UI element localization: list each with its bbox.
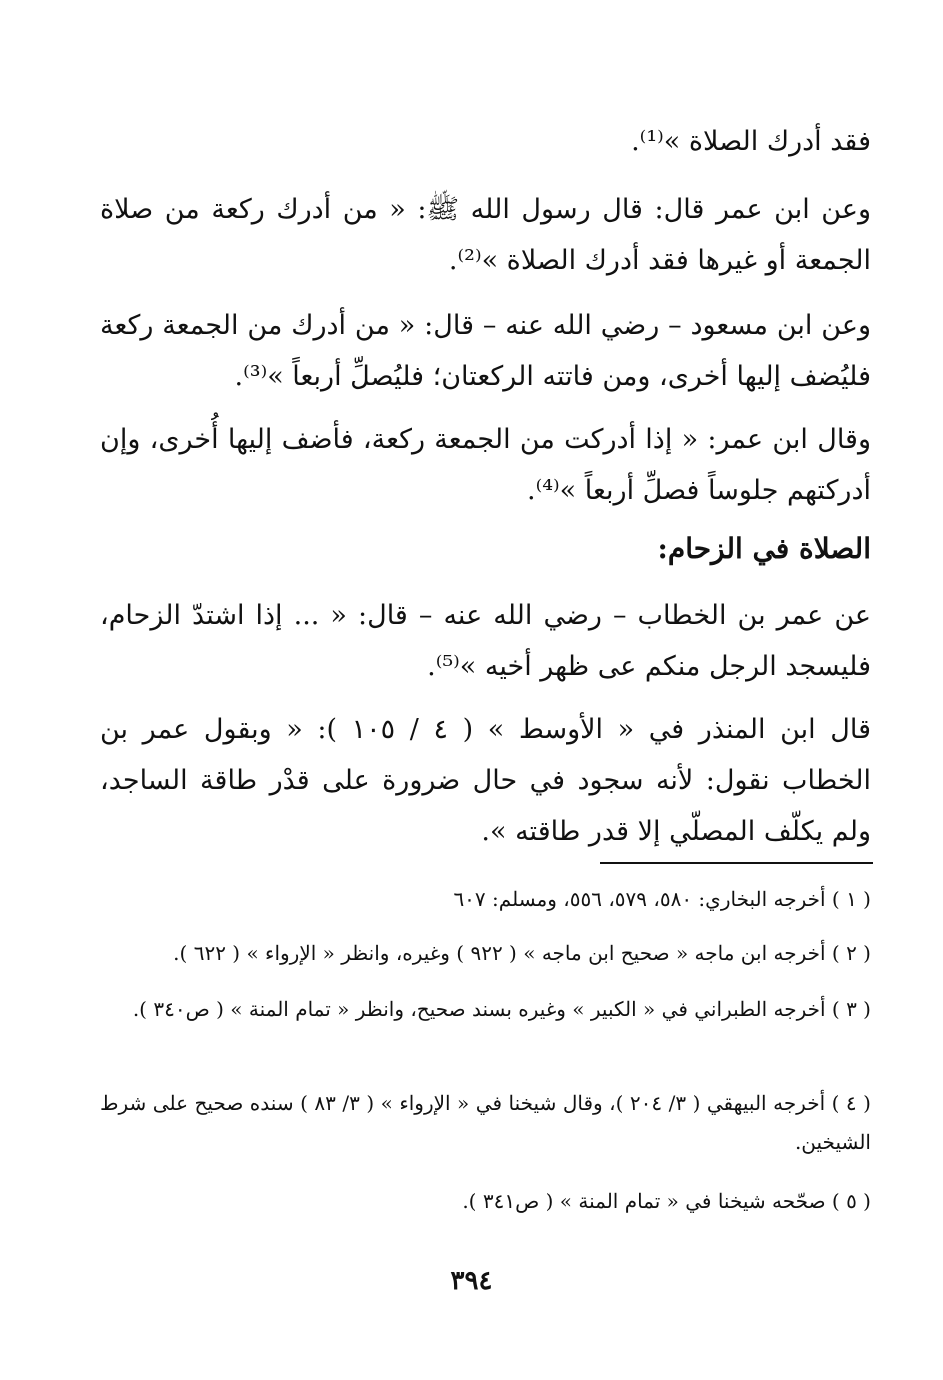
footnote-4: ( ٤ ) أخرجه البيهقي ( ٣/ ٢٠٤ )، وقال شيخنا في « الإرواء » ( ٣/ ٨٣ ) سنده صحيح على شرط الشيخين. xyxy=(100,1091,871,1154)
footnote-3: ( ٣ ) أخرجه الطبراني في « الكبير » وغيره بسند صحيح، وانظر « تمام المنة » ( ص٣٤٠ ). xyxy=(132,997,871,1021)
paragraph-5: عن عمر بن الخطاب – رضي الله عنه – قال: « ... إذا اشتدّ الزحام، فليسجد الرجل منكم عى ظهر أخيه »⁽⁵⁾. xyxy=(100,600,871,682)
paragraph-6: قال ابن المنذر في « الأوسط » ( ٤ / ١٠٥ ): « وبقول عمر بن الخطاب نقول: لأنه سجود في حال ضرورة على قدْر طاقة الساجد، ولم يكلّف المصلّي إلا قدر طاقته ». xyxy=(100,714,872,847)
paragraph-4: وقال ابن عمر: « إذا أدركت من الجمعة ركعة، فأضف إليها أُخرى، وإن أدركتهم جلوساً فصلِّ أربعاً »⁽⁴⁾. xyxy=(100,424,871,506)
section-heading: الصلاة في الزحام: xyxy=(657,532,871,565)
footnote-1: ( ١ ) أخرجه البخاري: ٥٨٠، ٥٧٩، ٥٥٦، ومسلم: ٦٠٧ xyxy=(453,887,871,911)
footnote-separator xyxy=(600,862,873,864)
footnote-2: ( ٢ ) أخرجه ابن ماجه « صحيح ابن ماجه » ( ٩٢٢ ) وغيره، وانظر « الإرواء » ( ٦٢٢ ). xyxy=(173,941,871,965)
footnote-5: ( ٥ ) صحّحه شيخنا في « تمام المنة » ( ص٣٤١ ). xyxy=(462,1189,871,1213)
page-number: ٣٩٤ xyxy=(450,1266,493,1296)
paragraph-3: وعن ابن مسعود – رضي الله عنه – قال: « من أدرك من الجمعة ركعة فليُضف إليها أخرى، ومن فاتته الركعتان؛ فليُصلِّ أربعاً »⁽³⁾. xyxy=(100,310,871,392)
paragraph-1: فقد أدرك الصلاة »⁽¹⁾. xyxy=(631,126,871,157)
paragraph-2: وعن ابن عمر قال: قال رسول الله ﷺ: « من أدرك ركعة من صلاة الجمعة أو غيرها فقد أدرك الصلاة »⁽²⁾. xyxy=(100,194,871,276)
